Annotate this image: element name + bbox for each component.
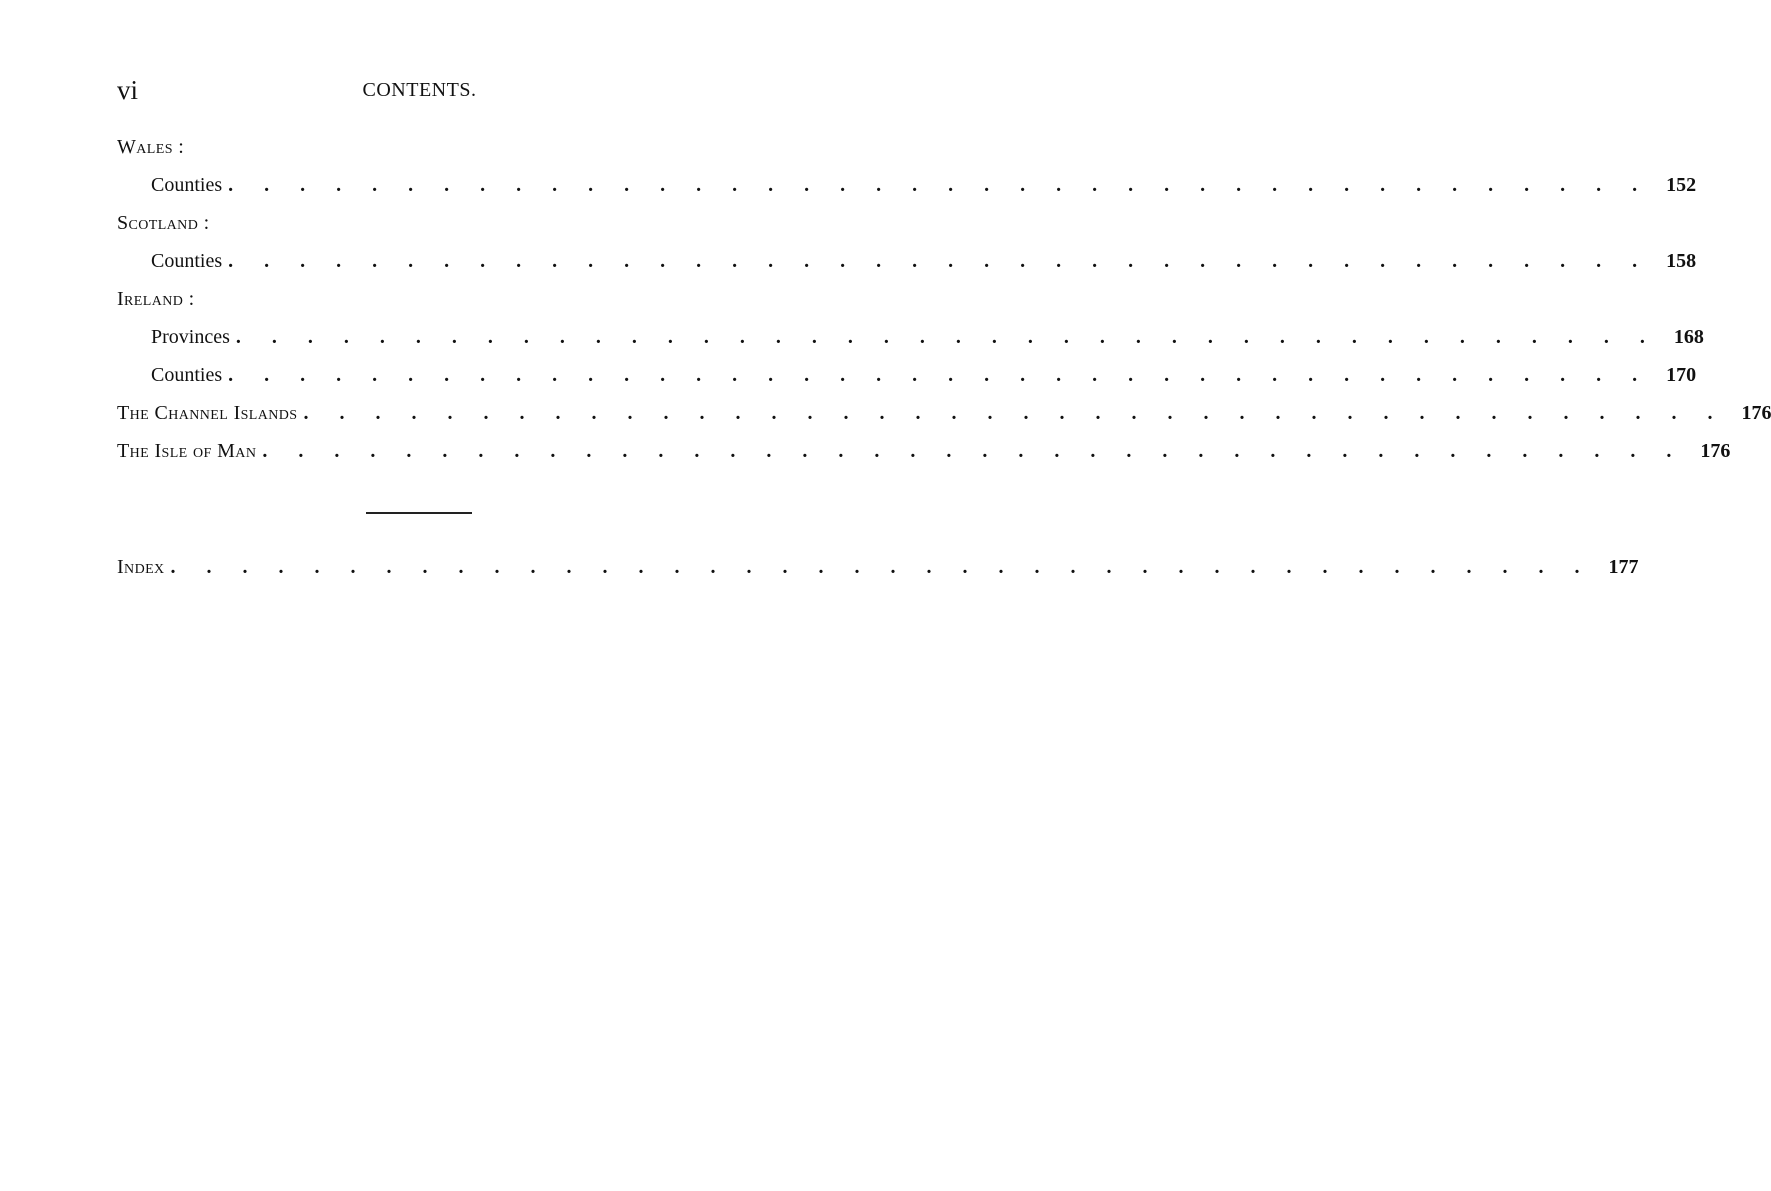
toc-heading-wales (117, 128, 722, 166)
toc-heading-ireland (117, 280, 722, 318)
entry-label: Counties (151, 364, 223, 386)
entry-page: 170 (1666, 364, 1697, 386)
entry-label: Index (117, 556, 165, 578)
entry-page: 158 (1666, 250, 1697, 272)
entry-page: 168 (1673, 326, 1704, 348)
section-heading: Ireland : (117, 288, 195, 310)
section-divider (366, 512, 472, 514)
entry-label: Counties (151, 250, 223, 272)
running-title: CONTENTS. (362, 79, 477, 101)
running-head (117, 74, 722, 106)
toc-entry-ireland-counties (117, 356, 1697, 394)
entry-label: Provinces (151, 326, 230, 348)
section-heading: Scotland : (117, 212, 210, 234)
toc-heading-scotland (117, 204, 722, 242)
toc-entry-channel-islands (117, 394, 1771, 432)
toc-entry-scotland-counties (117, 242, 1697, 280)
dot-leader: . . . . . . . . . . . . . . . . . . . . . . . . . . . . . . . . . . . . . . . . (235, 326, 1658, 348)
entry-label: The Channel Islands (117, 402, 298, 424)
toc-entry-index (117, 548, 1639, 586)
entry-label: The Isle of Man (117, 440, 257, 462)
page-number: vi (117, 75, 139, 105)
dot-leader: . . . . . . . . . . . . . . . . . . . . . . . . . . . . . . . . . . . . . . . . (262, 440, 1685, 462)
index-line (117, 548, 1639, 586)
toc-entry-wales-counties (117, 166, 1697, 204)
entry-page: 176 (1741, 402, 1771, 424)
entry-page: 152 (1666, 174, 1697, 196)
dot-leader: . . . . . . . . . . . . . . . . . . . . . . . . . . . . . . . . . . . . . . . . (228, 364, 1651, 386)
entry-page: 176 (1700, 440, 1731, 462)
toc-entry-ireland-provinces (117, 318, 1704, 356)
dot-leader: . . . . . . . . . . . . . . . . . . . . . . . . . . . . . . . . . . . . . . . . (303, 402, 1726, 424)
dot-leader: . . . . . . . . . . . . . . . . . . . . . . . . . . . . . . . . . . . . . . . . (228, 250, 1651, 272)
dot-leader: . . . . . . . . . . . . . . . . . . . . . . . . . . . . . . . . . . . . . . . . (170, 556, 1593, 578)
section-heading: Wales : (117, 136, 185, 158)
entry-label: Counties (151, 174, 223, 196)
entry-page: 177 (1608, 556, 1639, 578)
toc-entry-isle-of-man (117, 432, 1731, 470)
dot-leader: . . . . . . . . . . . . . . . . . . . . . . . . . . . . . . . . . . . . . . . . (228, 174, 1651, 196)
table-of-contents (117, 128, 1771, 470)
